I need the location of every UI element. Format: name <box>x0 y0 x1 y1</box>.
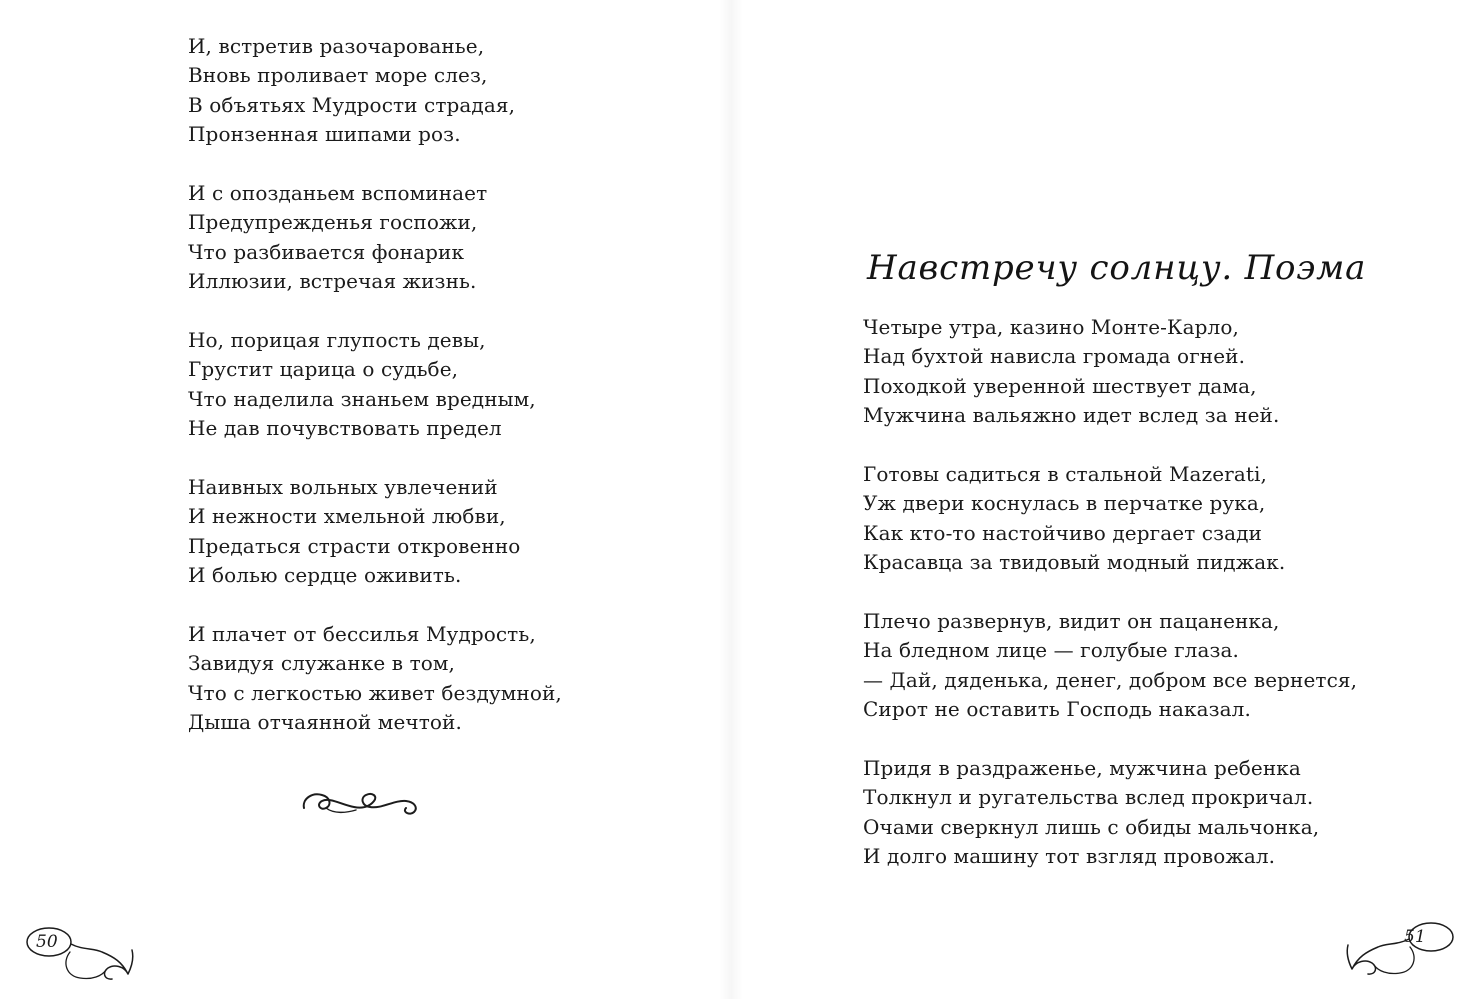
verse-line: И болью сердце оживить. <box>188 563 462 588</box>
verse-line: Мужчина вальяжно идет вслед за ней. <box>863 403 1280 428</box>
verse-line: Над бухтой нависла громада огней. <box>863 344 1246 369</box>
verse-line: Четыре утра, казино Монте-Карло, <box>863 315 1239 339</box>
stanza <box>863 754 1357 872</box>
poem-title: Навстречу солнцу. Поэма <box>867 248 1367 288</box>
verse-line: Грустит царица о судьбе, <box>188 357 459 382</box>
verse-line: Очами сверкнул лишь с обиды мальчонка, <box>863 814 1320 839</box>
verse-line: Предупрежденья госпожи, <box>188 210 478 235</box>
verse-line: Дыша отчаянной мечтой. <box>188 710 462 735</box>
verse-line: Завидуя служанке в том, <box>188 651 455 676</box>
left-poem-text <box>188 32 562 738</box>
verse-line: В объятьях Мудрости страдая, <box>188 92 516 117</box>
verse-line: Предаться страсти откровенно <box>188 533 521 558</box>
verse-line: Наивных вольных увлечений <box>188 475 498 500</box>
right-page <box>730 0 1460 999</box>
page-number: 51 <box>1404 927 1426 947</box>
stanza <box>863 607 1357 725</box>
right-poem-text <box>863 313 1357 872</box>
verse-line: И долго машину тот взгляд провожал. <box>863 844 1276 869</box>
page-number-right <box>1318 919 1458 989</box>
page-number: 50 <box>36 932 58 952</box>
verse-line: Плечо развернув, видит он пацаненка, <box>863 609 1280 634</box>
page-number-flourish-icon <box>1318 919 1458 989</box>
verse-line: Красавца за твидовый модный пиджак. <box>863 550 1286 575</box>
verse-line: Что наделила знаньем вредным, <box>188 386 536 411</box>
verse-line: Что разбивается фонарик <box>188 239 465 264</box>
verse-line: Уж двери коснулась в перчатке рука, <box>863 491 1266 516</box>
stanza <box>188 179 562 297</box>
verse-line: Сирот не оставить Господь наказал. <box>863 697 1251 722</box>
verse-line: И, встретив разочарованье, <box>188 34 485 58</box>
verse-line: — Дай, дяденька, денег, добром все вернется, <box>863 667 1358 692</box>
verse-line: Придя в раздраженье, мужчина ребенка <box>863 756 1301 781</box>
verse-line: Но, порицая глупость девы, <box>188 328 486 353</box>
stanza <box>863 313 1357 431</box>
verse-line: И плачет от бессилья Мудрость, <box>188 622 536 647</box>
stanza <box>863 460 1357 578</box>
verse-line: Не дав почувствовать предел <box>188 416 502 441</box>
verse-line: Как кто-то настойчиво дергает сзади <box>863 520 1262 545</box>
verse-line: Что с легкостью живет бездумной, <box>188 680 562 705</box>
stanza <box>188 326 562 444</box>
verse-line: И нежности хмельной любви, <box>188 504 506 529</box>
verse-line: И с опозданьем вспоминает <box>188 181 488 206</box>
flourish-ornament-icon <box>298 784 424 824</box>
page-number-left <box>22 922 162 992</box>
stanza <box>188 32 562 150</box>
verse-line: На бледном лице — голубые глаза. <box>863 638 1239 663</box>
verse-line: Походкой уверенной шествует дама, <box>863 373 1257 398</box>
stanza <box>188 473 562 591</box>
stanza <box>188 620 562 738</box>
verse-line: Готовы садиться в стальной Mazerati, <box>863 462 1267 487</box>
verse-line: Вновь проливает море слез, <box>188 63 488 88</box>
verse-line: Иллюзии, встречая жизнь. <box>188 269 477 294</box>
verse-line: Пронзенная шипами роз. <box>188 122 461 147</box>
verse-line: Толкнул и ругательства вслед прокричал. <box>863 785 1314 810</box>
